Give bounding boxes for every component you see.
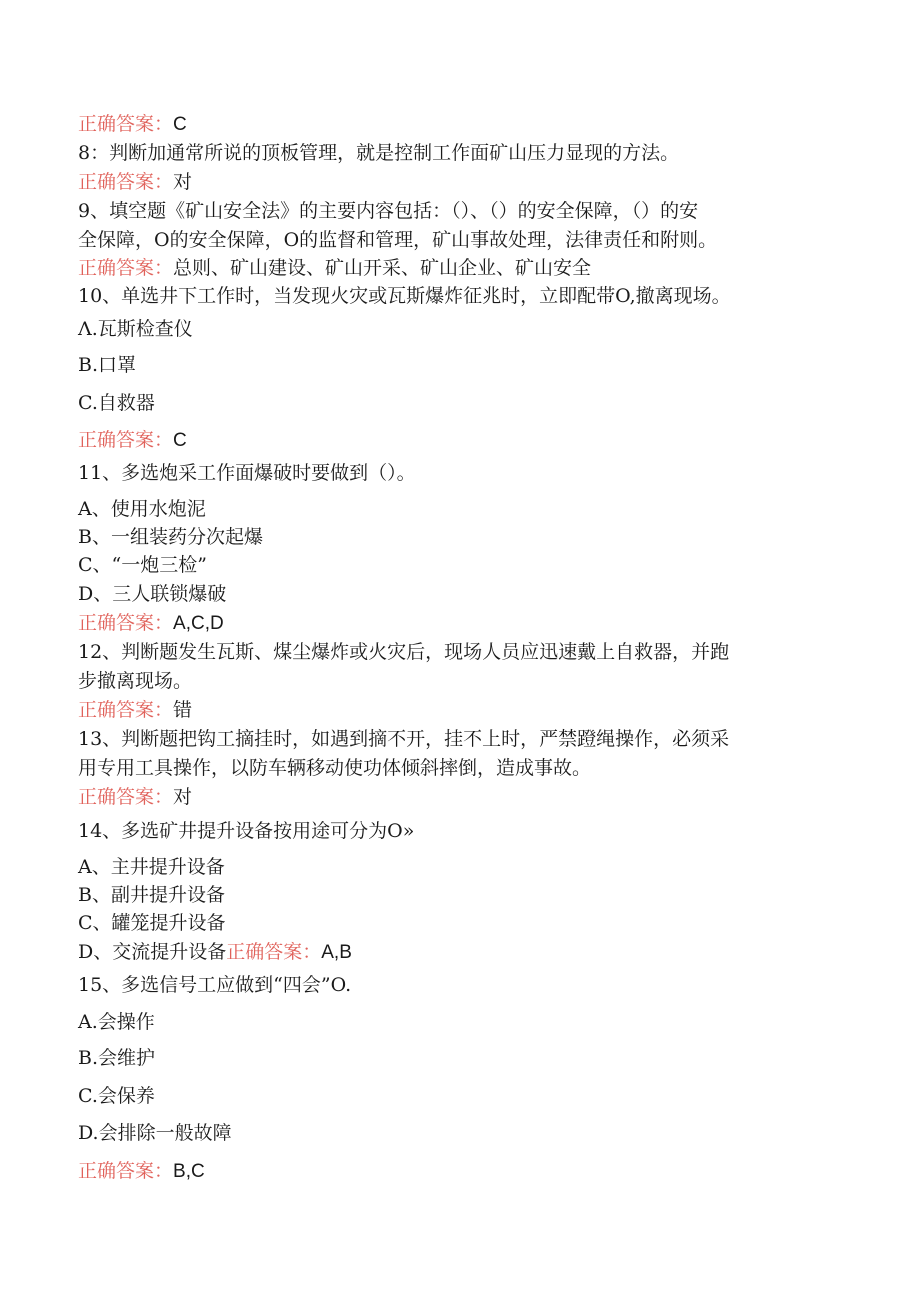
answer-value: 对 (173, 787, 193, 808)
option-15-a: A.会操作 (78, 1011, 155, 1033)
option-10-c: C.自救器 (78, 392, 155, 414)
option-14-a: A、主井提升设备 (78, 856, 225, 878)
answer-label: 正确答案： (78, 171, 174, 193)
answer-line-9 (78, 256, 591, 281)
question-13-line-1: 13、判断题把钩工摘挂时，如遇到摘不开，挂不上时，严禁蹬绳操作，必须采 (78, 728, 730, 750)
option-11-a: A、使用水炮泥 (78, 498, 206, 520)
answer-line-12 (78, 698, 192, 723)
option-11-c: C、“一炮三检” (78, 554, 207, 576)
question-8: 8：判断加通常所说的顶板管理，就是控制工作面矿山压力显现的方法。 (78, 142, 680, 164)
question-10: 10、单选井下工作时，当发现火灾或瓦斯爆炸征兆时，立即配带O,撤离现场。 (78, 285, 731, 307)
question-12-line-2: 步撤离现场。 (78, 670, 193, 692)
question-9-line-1: 9、填空题《矿山安全法》的主要内容包括：（）、（）的安全保障，（）的安 (78, 200, 699, 222)
option-14-c: C、罐笼提升设备 (78, 912, 226, 934)
answer-value: 对 (173, 172, 193, 193)
option-10-a: Λ.瓦斯检查仪 (78, 318, 193, 340)
question-9-line-2: 全保障，O的安全保障，O的监督和管理，矿山事故处理，法律责任和附则。 (78, 229, 718, 251)
option-10-b: B.口罩 (78, 354, 137, 376)
answer-value: A,B (321, 942, 352, 963)
option-14-d-with-answer (78, 940, 352, 965)
answer-value: C (173, 114, 187, 135)
option-11-d: D、三人联锁爆破 (78, 583, 227, 605)
answer-label: 正确答案： (78, 1160, 174, 1182)
question-12-line-1: 12、判断题发生瓦斯、煤尘爆炸或火灾后，现场人员应迅速戴上自救器，并跑 (78, 641, 730, 663)
answer-value: 错 (173, 700, 193, 721)
question-15: 15、多选信号工应做到“四会”O. (78, 974, 352, 996)
answer-value: 总则、矿山建设、矿山开采、矿山企业、矿山安全 (173, 258, 592, 279)
answer-label: 正确答案： (78, 429, 174, 451)
answer-value: A,C,D (173, 613, 224, 634)
option-14-b: B、副井提升设备 (78, 884, 225, 906)
option-14-d: D、交流提升设备 (78, 941, 227, 963)
answer-label: 正确答案： (78, 786, 174, 808)
question-11: 11、多选炮采工作面爆破时要做到（）。 (78, 462, 416, 484)
option-15-c: C.会保养 (78, 1085, 155, 1107)
question-13-line-2: 用专用工具操作，以防车辆移动使功体倾斜摔倒，造成事故。 (78, 757, 592, 779)
answer-line-10 (78, 428, 187, 453)
answer-label: 正确答案： (78, 612, 174, 634)
option-15-b: B.会维护 (78, 1047, 156, 1069)
option-11-b: B、一组装药分次起爆 (78, 526, 263, 548)
answer-label: 正确答案： (78, 113, 174, 135)
answer-line-7 (78, 112, 187, 137)
answer-value: B,C (173, 1161, 205, 1182)
answer-value: C (173, 430, 187, 451)
answer-line-8 (78, 170, 192, 195)
option-15-d: D.会排除一般故障 (78, 1122, 232, 1144)
answer-line-11 (78, 611, 224, 636)
answer-label: 正确答案： (78, 699, 174, 721)
answer-line-13 (78, 785, 192, 810)
answer-line-15 (78, 1159, 205, 1184)
answer-label: 正确答案： (78, 257, 174, 279)
answer-label: 正确答案： (226, 941, 322, 963)
question-14: 14、多选矿井提升设备按用途可分为O» (78, 820, 415, 842)
